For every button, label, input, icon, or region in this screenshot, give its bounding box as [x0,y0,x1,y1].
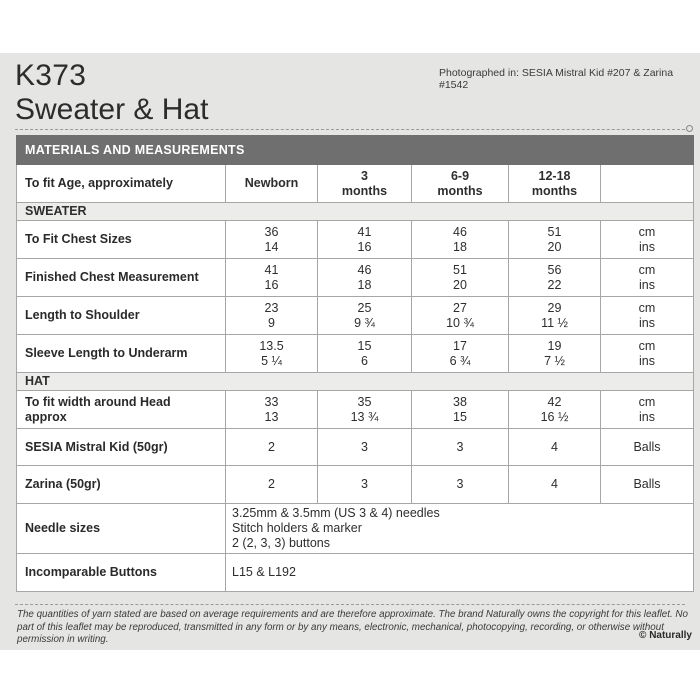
cell: 56 22 [509,259,601,297]
pattern-code: K373 [15,59,87,92]
cell: 51 20 [412,259,509,297]
table-title: MATERIALS AND MEASUREMENTS [17,136,694,165]
table-row [17,297,694,335]
cell: 2 [226,466,318,504]
unit-cell: cm ins [601,259,694,297]
table-row [17,391,694,429]
cell: 38 15 [412,391,509,429]
unit-cell: Balls [601,466,694,504]
cell: 13.5 5 ¼ [226,335,318,373]
table-row [17,259,694,297]
age-12-18-months: 12-18 months [509,165,601,203]
copyright-text: © Naturally [639,630,692,641]
cell: 42 16 ½ [509,391,601,429]
table-row [17,335,694,373]
divider-bottom [15,604,685,605]
cell: 17 6 ¾ [412,335,509,373]
cell: 51 20 [509,221,601,259]
cell: 46 18 [412,221,509,259]
cell: 4 [509,429,601,466]
sweater-heading: SWEATER [17,203,694,221]
cell: 4 [509,466,601,504]
pattern-title: Sweater & Hat [15,93,209,126]
cell: 35 13 ¾ [318,391,412,429]
table-row [17,221,694,259]
cell: 23 9 [226,297,318,335]
row-label: Sleeve Length to Underarm [17,335,226,373]
cell: 25 9 ¾ [318,297,412,335]
table-row [17,554,694,592]
buttons-value: L15 & L192 [226,554,694,592]
cell: 29 11 ½ [509,297,601,335]
unit-header [601,165,694,203]
row-label: Incomparable Buttons [17,554,226,592]
unit-cell: cm ins [601,335,694,373]
table-row [17,466,694,504]
disclaimer-text: The quantities of yarn stated are based on average requirements and are therefore approximate. The brand Naturally owns the copyright for this leaflet. No part of this leaflet may be reproduced, transmitted in any form or by any means, electronic, mechanical, photocopying, recording, or otherwise without permission in writing. [17,609,688,645]
table-row [17,504,694,554]
cell: 33 13 [226,391,318,429]
age-3-months: 3 months [318,165,412,203]
photo-credit: Photographed in: SESIA Mistral Kid #207 & Zarina #1542 [439,67,674,91]
cell: 3 [318,429,412,466]
row-label: Zarina (50gr) [17,466,226,504]
needle-details: 3.25mm & 3.5mm (US 3 & 4) needles Stitch holders & marker 2 (2, 3, 3) buttons [226,504,694,554]
divider-top [15,129,685,130]
row-label: Finished Chest Measurement [17,259,226,297]
unit-cell: cm ins [601,391,694,429]
cell: 19 7 ½ [509,335,601,373]
unit-cell: cm ins [601,221,694,259]
row-label: SESIA Mistral Kid (50gr) [17,429,226,466]
divider-dot [686,125,693,132]
unit-cell: Balls [601,429,694,466]
cell: 27 10 ¾ [412,297,509,335]
age-label: To fit Age, approximately [17,165,226,203]
age-newborn: Newborn [226,165,318,203]
cell: 41 16 [226,259,318,297]
unit-cell: cm ins [601,297,694,335]
table-row [17,429,694,466]
cell: 2 [226,429,318,466]
cell: 46 18 [318,259,412,297]
cell: 3 [412,466,509,504]
hat-heading: HAT [17,373,694,391]
age-6-9-months: 6-9 months [412,165,509,203]
row-label: To Fit Chest Sizes [17,221,226,259]
cell: 41 16 [318,221,412,259]
cell: 3 [412,429,509,466]
cell: 36 14 [226,221,318,259]
cell: 3 [318,466,412,504]
row-label: Needle sizes [17,504,226,554]
row-label: Length to Shoulder [17,297,226,335]
pattern-sheet [0,53,700,650]
cell: 15 6 [318,335,412,373]
row-label: To fit width around Head approx [17,391,226,429]
materials-table [16,135,694,592]
